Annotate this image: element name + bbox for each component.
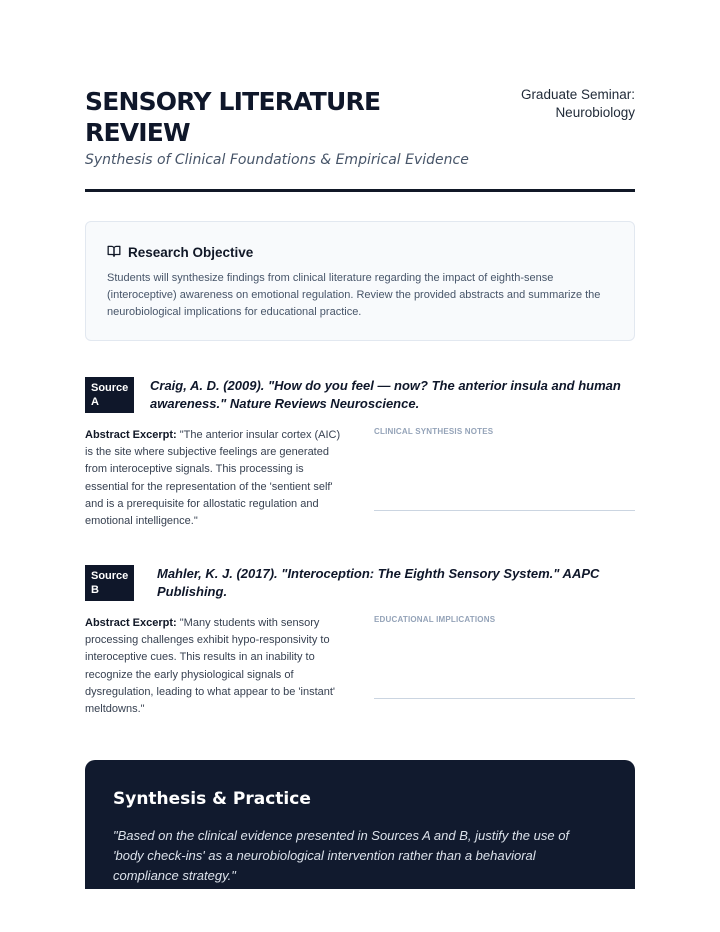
abstract-excerpt (85, 615, 350, 718)
objective-heading: Research Objective (128, 245, 254, 260)
source-badge (85, 377, 134, 413)
abstract-excerpt (85, 427, 350, 530)
page-subtitle: Synthesis of Clinical Foundations & Empirical Evidence (85, 152, 469, 168)
synthesis-title: Synthesis & Practice (113, 789, 311, 809)
abstract-label: Abstract Excerpt: (85, 429, 177, 441)
page-title: SENSORY LITERATURE REVIEW (85, 87, 381, 147)
open-book-icon (107, 244, 121, 261)
page-header (85, 86, 635, 192)
source-badge-label: Source (91, 570, 129, 582)
course-line-1: Graduate Seminar: (520, 87, 635, 102)
source-badge (85, 565, 134, 601)
objective-heading-row (107, 244, 613, 261)
source-badge-letter: B (91, 584, 99, 596)
research-objective-box (85, 221, 635, 341)
abstract-text: "The anterior insular cortex (AIC) is the site where subjective feelings are generated from interoceptive signals. This processing is essential for the representation of the 'sentient self' and is a prerequisite for allostatic regulation and emotional intelligence." (85, 429, 341, 528)
synthesis-prompt: "Based on the clinical evidence presented in Sources A and B, justify the use of 'body check-ins' as a neurobiological intervention rather than a behavioral compliance strategy." (113, 828, 570, 883)
notes-area[interactable] (374, 615, 635, 699)
course-line-2: Neurobiology (555, 105, 635, 120)
notes-label: EDUCATIONAL IMPLICATIONS (374, 615, 496, 624)
notes-area[interactable] (374, 427, 635, 511)
source-citation: Craig, A. D. (2009). "How do you feel — now? The anterior insula and human awareness." Nature Reviews Neuroscience. (150, 378, 621, 411)
notes-label: CLINICAL SYNTHESIS NOTES (374, 427, 494, 436)
abstract-label: Abstract Excerpt: (85, 617, 177, 629)
abstract-text: "Many students with sensory processing challenges exhibit hypo-responsivity to interoceptive cues. This results in an inability to recognize the early physiological signals of dysregulation, leading to what appear to be 'instant' meltdowns." (85, 617, 336, 716)
source-badge-letter: A (91, 396, 99, 408)
synthesis-panel (85, 760, 635, 889)
source-citation: Mahler, K. J. (2017). "Interoception: The Eighth Sensory System." AAPC Publishing. (157, 566, 600, 599)
objective-text: Students will synthesize findings from clinical literature regarding the impact of eighth-sense (interoceptive) awareness on emotional regulation. Review the provided abstracts and summarize the neurobiological implications for educational practice. (107, 272, 601, 319)
source-badge-label: Source (91, 382, 129, 394)
course-label (521, 86, 635, 122)
